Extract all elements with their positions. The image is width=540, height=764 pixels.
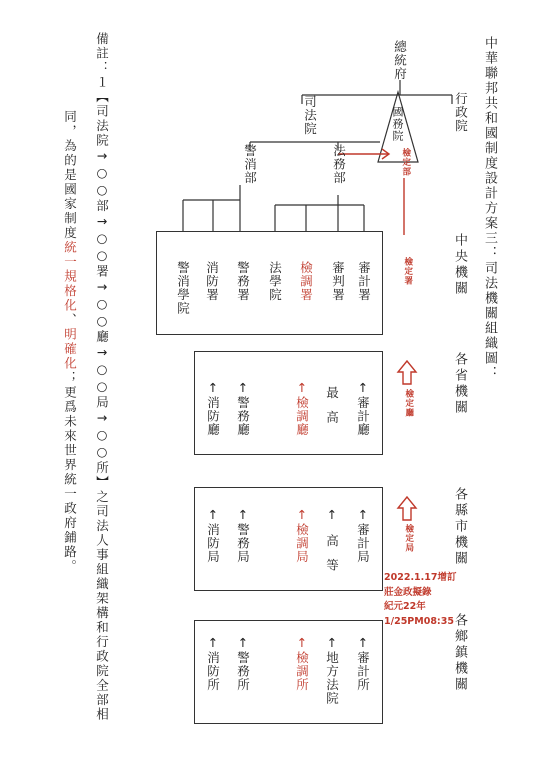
central-org-police: 警務署 — [235, 261, 251, 302]
page-title: 中華聯邦共和國制度設計方案三：司法機關組織圖： — [482, 36, 497, 381]
stamp-time: 1/25PM08:35 — [384, 616, 454, 628]
county-org-high: ↑高等 — [324, 507, 340, 583]
central-org-fire: 消防署 — [204, 261, 220, 302]
central-org-audit: 審計署 — [356, 261, 372, 302]
township-org-district-court: ↑地方法院 — [324, 635, 340, 705]
node-judicial-yuan: 司法院 — [302, 95, 318, 136]
node-state-affairs-yuan: 國務院 — [391, 106, 404, 142]
province-org-audit: ↑審計廳 — [355, 380, 371, 437]
note-text-e: ；更爲未來世界統一政府鋪路。 — [62, 371, 78, 574]
note-line-2 — [63, 110, 76, 574]
level-township: 各鄉鎮機關 — [452, 613, 467, 693]
stamp-date-added: 2022.1.17增訂 — [384, 572, 457, 583]
county-box — [194, 487, 383, 591]
stamp-block — [384, 571, 457, 630]
note-line-1: 備註：１【司法院→○○部→○○署→○○廳→○○局→○○所】之司法人事組織架構和行政院全部相 — [94, 32, 110, 722]
central-org-police-fire-academy: 警消學院 — [175, 261, 191, 315]
note-highlight-unify: 統一規格化 — [62, 240, 78, 313]
township-org-police: ↑警務所 — [235, 635, 251, 692]
note-highlight-clarify: 明確化 — [62, 327, 78, 371]
township-org-investigation: ↑檢調所 — [294, 635, 310, 692]
inspection-county: 檢定局 — [403, 524, 414, 553]
note-text-c: 、 — [62, 313, 78, 328]
province-org-supreme: 最高 — [324, 386, 340, 435]
node-inspection-dept: 檢定部 — [400, 148, 411, 177]
province-org-police: ↑警務廳 — [235, 380, 251, 437]
note-text-a: 同，為的是國家制度 — [62, 110, 78, 241]
province-org-fire: ↑消防廳 — [205, 380, 221, 437]
node-ministry-of-justice: 法務部 — [331, 144, 347, 185]
township-org-fire: ↑消防所 — [205, 635, 221, 692]
central-org-law-school: 法學院 — [267, 261, 283, 302]
inspection-province: 檢定廳 — [403, 389, 414, 418]
township-org-audit: ↑審計所 — [355, 635, 371, 692]
central-org-investigation: 檢調署 — [298, 261, 314, 302]
province-box — [194, 351, 383, 455]
level-county: 各縣市機關 — [452, 487, 467, 567]
node-executive-yuan: 行政院 — [453, 92, 469, 133]
county-org-police: ↑警務局 — [235, 507, 251, 564]
county-org-audit: ↑審計局 — [355, 507, 371, 564]
stamp-author: 莊金政擬錄 — [384, 586, 432, 598]
township-box — [194, 620, 383, 724]
node-ministry-police-fire: 警消部 — [242, 144, 258, 185]
level-province: 各省機關 — [452, 352, 467, 416]
county-org-fire: ↑消防局 — [205, 507, 221, 564]
level-central: 中央機關 — [452, 233, 467, 297]
county-org-investigation: ↑檢調局 — [294, 507, 310, 564]
central-org-trial: 審判署 — [330, 261, 346, 302]
stamp-era: 紀元22年 — [384, 601, 426, 613]
node-president: 總統府 — [392, 40, 408, 81]
inspection-central: 檢定署 — [402, 257, 413, 286]
province-org-investigation: ↑檢調廳 — [294, 380, 310, 437]
